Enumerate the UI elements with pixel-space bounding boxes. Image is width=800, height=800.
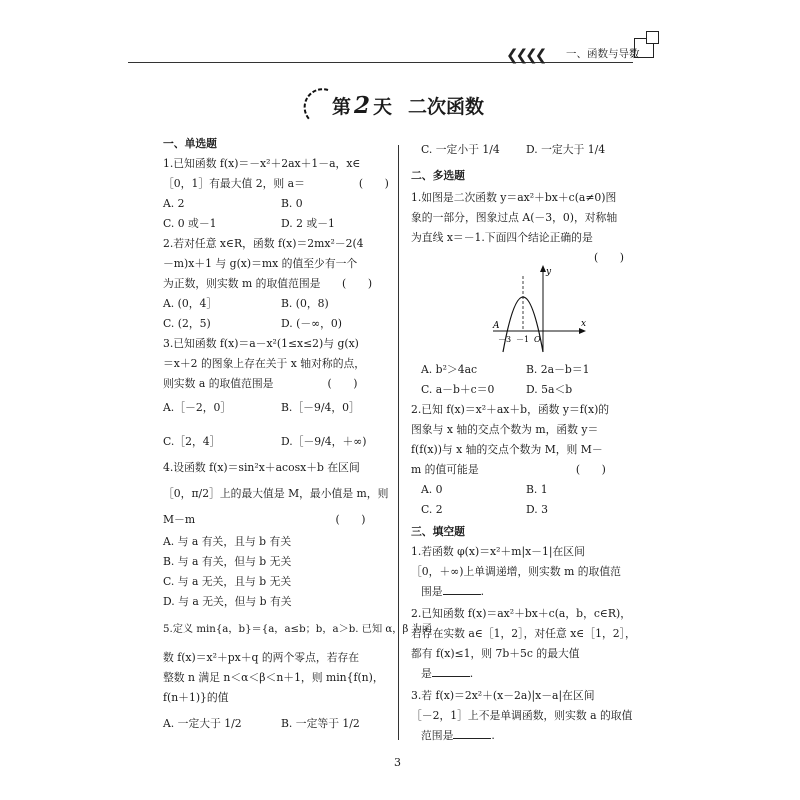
f2-line: 若存在实数 a∈［1，2］，对任意 x∈［1，2］， xyxy=(411,627,636,640)
page-number: 3 xyxy=(394,756,401,769)
q3-option-b: B.［－9/4，0］ xyxy=(281,401,360,414)
q5-option-b: B. 一定等于 1/2 xyxy=(281,717,360,730)
m1-option-c: C. a－b＋c＝0 xyxy=(421,383,495,396)
point-a-label: A xyxy=(493,321,500,331)
q2-option-a: A. (0，4］ xyxy=(163,297,218,310)
header-rule xyxy=(128,62,633,63)
f2-line: 2.已知函数 f(x)＝ax²＋bx＋c(a，b，c∈R)， xyxy=(411,607,632,620)
header-section: 一、函数与导数 xyxy=(566,48,640,60)
f2-text: 是 xyxy=(421,667,432,680)
q5-option-a: A. 一定大于 1/2 xyxy=(163,717,242,730)
q3-option-c: C.［2，4］ xyxy=(163,435,221,448)
m2-line: 图象与 x 轴的交点个数为 m，函数 y＝ xyxy=(411,423,599,436)
q1-option-d: D. 2 或－1 xyxy=(281,217,335,230)
tick-minus-3: －3 xyxy=(498,335,512,344)
f1-line: 围是 . xyxy=(421,585,485,598)
m1-line: 1.如图是二次函数 y＝ax²＋bx＋c(a≠0)图 xyxy=(411,191,617,204)
q2-line: 2.若对任意 x∈R，函数 f(x)＝2mx²－2(4 xyxy=(163,237,364,250)
m1-answer-paren: ( ) xyxy=(594,251,625,264)
q2-option-b: B. (0，8) xyxy=(281,297,329,310)
q4-line: M－m ( ) xyxy=(163,513,366,526)
m2-option-b: B. 1 xyxy=(526,483,548,496)
f2-line: 都有 f(x)≤1，则 7b＋5c 的最大值 xyxy=(411,647,580,660)
title-unit: 天 xyxy=(373,96,393,118)
section-multi-choice: 二、多选题 xyxy=(411,169,465,182)
m2-line: 2.已知 f(x)＝x²＋ax＋b，函数 y＝f(x)的 xyxy=(411,403,610,416)
f1-answer-blank xyxy=(443,584,481,595)
m2-option-d: D. 3 xyxy=(526,503,549,516)
header-box-small-icon xyxy=(646,31,659,44)
m1-option-b: B. 2a－b＝1 xyxy=(526,363,590,376)
m2-option-c: C. 2 xyxy=(421,503,443,516)
y-label: y xyxy=(546,267,552,277)
title-prefix: 第 xyxy=(332,96,352,118)
q5-line: f(n＋1)}的值 xyxy=(163,691,229,704)
q5-line: 数 f(x)＝x²＋px＋q 的两个零点，若存在 xyxy=(163,651,360,664)
q1-option-b: B. 0 xyxy=(281,197,303,210)
q4-line: ［0，π/2］上的最大值是 M，最小值是 m，则 xyxy=(163,487,389,500)
parabola-graph xyxy=(491,262,591,357)
q2-line: －m)x＋1 与 g(x)＝mx 的值至少有一个 xyxy=(163,257,358,270)
column-divider xyxy=(398,145,399,740)
f1-line: 1.若函数 φ(x)＝x²＋m|x－1|在区间 xyxy=(411,545,585,558)
q3-option-d: D.［－9/4，＋∞) xyxy=(281,435,367,448)
q3-line: 3.已知函数 f(x)＝a－x²(1≤x≤2)与 g(x) xyxy=(163,337,359,350)
f1-text: 围是 xyxy=(421,585,443,598)
q1-option-c: C. 0 或－1 xyxy=(163,217,217,230)
m1-option-d: D. 5a＜b xyxy=(526,383,573,396)
m1-line: 象的一部分，图象过点 A(－3，0)，对称轴 xyxy=(411,211,618,224)
q2-option-c: C. (2，5) xyxy=(163,317,211,330)
q4-option-d: D. 与 a 无关，但与 b 有关 xyxy=(163,595,292,608)
q1-line: ［0，1］有最大值 2，则 a＝ ( ) xyxy=(163,177,389,190)
header-chevrons-icon: ❮❮❮❮ xyxy=(506,46,545,64)
q4-option-b: B. 与 a 有关，但与 b 无关 xyxy=(163,555,292,568)
q2-line: 为正数，则实数 m 的取值范围是 ( ) xyxy=(163,277,373,290)
title-name: 二次函数 xyxy=(408,96,485,118)
q3-line: 则实数 a 的取值范围是 ( ) xyxy=(163,377,358,390)
m2-line: m 的值可能是 ( ) xyxy=(411,463,606,476)
q1-option-a: A. 2 xyxy=(163,197,185,210)
f3-line: 范围是 . xyxy=(421,729,495,742)
q3-option-a: A.［－2，0］ xyxy=(163,401,232,414)
title-number: 2 xyxy=(354,92,371,119)
tick-minus-1: －1 xyxy=(516,335,530,344)
f3-line: ［－2，1］上不是单调函数，则实数 a 的取值 xyxy=(411,709,633,722)
section-fill-in: 三、填空题 xyxy=(411,525,465,538)
q5-option-c: C. 一定小于 1/4 xyxy=(421,143,500,156)
f3-text: 范围是 xyxy=(421,729,454,742)
f1-line: ［0，＋∞)上单调递增，则实数 m 的取值范 xyxy=(411,565,621,578)
q3-line: ＝x＋2 的图象上存在关于 x 轴对称的点， xyxy=(163,357,366,370)
q4-line: 4.设函数 f(x)＝sin²x＋acosx＋b 在区间 xyxy=(163,461,360,474)
origin-label: O xyxy=(534,335,541,344)
q5-line: 5.定义 min{a，b}＝{a，a≤b；b，a＞b. 已知 α，β 为函 xyxy=(163,624,432,635)
m2-line: f(f(x))与 x 轴的交点个数为 M，则 M－ xyxy=(411,443,603,456)
f2-answer-blank xyxy=(432,666,470,677)
q5-option-d: D. 一定大于 1/4 xyxy=(526,143,606,156)
q1-line: 1.已知函数 f(x)＝－x²＋2ax＋1－a，x∈ xyxy=(163,157,361,170)
m1-option-a: A. b²＞4ac xyxy=(421,363,478,376)
m2-option-a: A. 0 xyxy=(421,483,443,496)
page-title xyxy=(332,92,484,119)
q2-option-d: D. (－∞，0) xyxy=(281,317,343,330)
x-label: x xyxy=(581,319,587,329)
q4-option-c: C. 与 a 无关，且与 b 无关 xyxy=(163,575,292,588)
m1-line: 为直线 x＝－1.下面四个结论正确的是 xyxy=(411,231,593,244)
f3-answer-blank xyxy=(453,728,491,739)
q5-line: 整数 n 满足 n＜α＜β＜n＋1，则 min{f(n)， xyxy=(163,671,384,684)
f3-line: 3.若 f(x)＝2x²＋(x－2a)|x－a|在区间 xyxy=(411,689,595,702)
q4-option-a: A. 与 a 有关，且与 b 有关 xyxy=(163,535,292,548)
f2-line: 是 . xyxy=(421,667,474,680)
section-single-choice: 一、单选题 xyxy=(163,137,217,150)
